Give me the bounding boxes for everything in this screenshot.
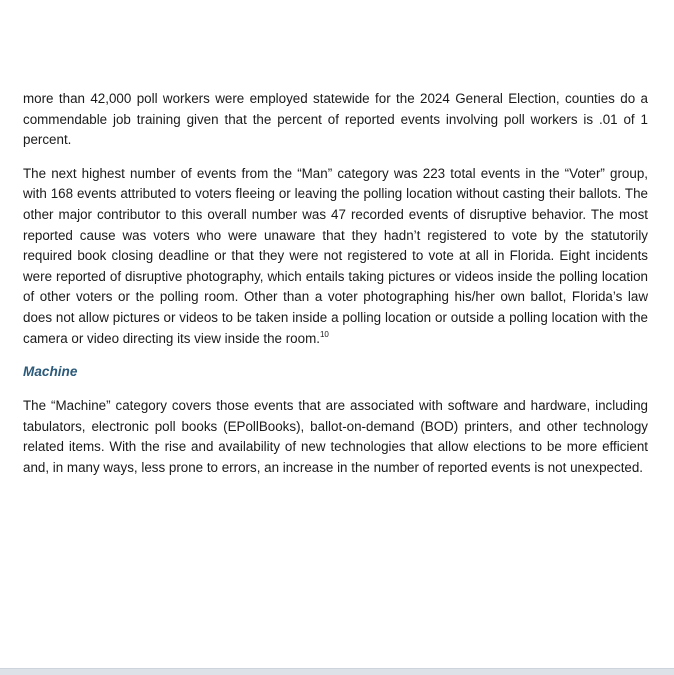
- paragraph-machine-category: The “Machine” category covers those events that are associated with software and hardware, including tabulators, electronic poll books (EPollBooks), ballot-on-demand (BOD) printers, and other technology related items. With the rise and availability of new technologies that allow elections to be more efficient and, in many ways, less prone to errors, an increase in the number of reported events is not unexpected.: [23, 398, 648, 475]
- viewer-bottom-bar: [0, 668, 674, 675]
- paragraph-voter-events: [23, 164, 648, 349]
- document-body: [23, 89, 648, 492]
- paragraph-voter-events-text: The next highest number of events from the “Man” category was 223 total events in the “Voter” group, with 168 events attributed to voters fleeing or leaving the polling location without casting their ballots. The other major contributor to this overall number was 47 recorded events of disruptive behavior. The most reported cause was voters who were unaware that they hadn’t registered to vote by the statutorily required book closing deadline or that they were not registered to vote at all in Florida. Eight incidents were reported of disruptive photography, which entails taking pictures or videos inside the polling location of other voters or the polling room. Other than a voter photographing his/her own ballot, Florida’s law does not allow pictures or videos to be taken inside a polling location or outside a polling location with the camera or video directing its view inside the room.: [23, 165, 648, 346]
- footnote-reference[interactable]: 10: [319, 329, 329, 339]
- section-heading-machine: Machine: [23, 364, 78, 380]
- paragraph-poll-workers: more than 42,000 poll workers were employed statewide for the 2024 General Election, counties do a commendable job training given that the percent of reported events involving poll workers is .01 of 1 percent.: [23, 91, 648, 148]
